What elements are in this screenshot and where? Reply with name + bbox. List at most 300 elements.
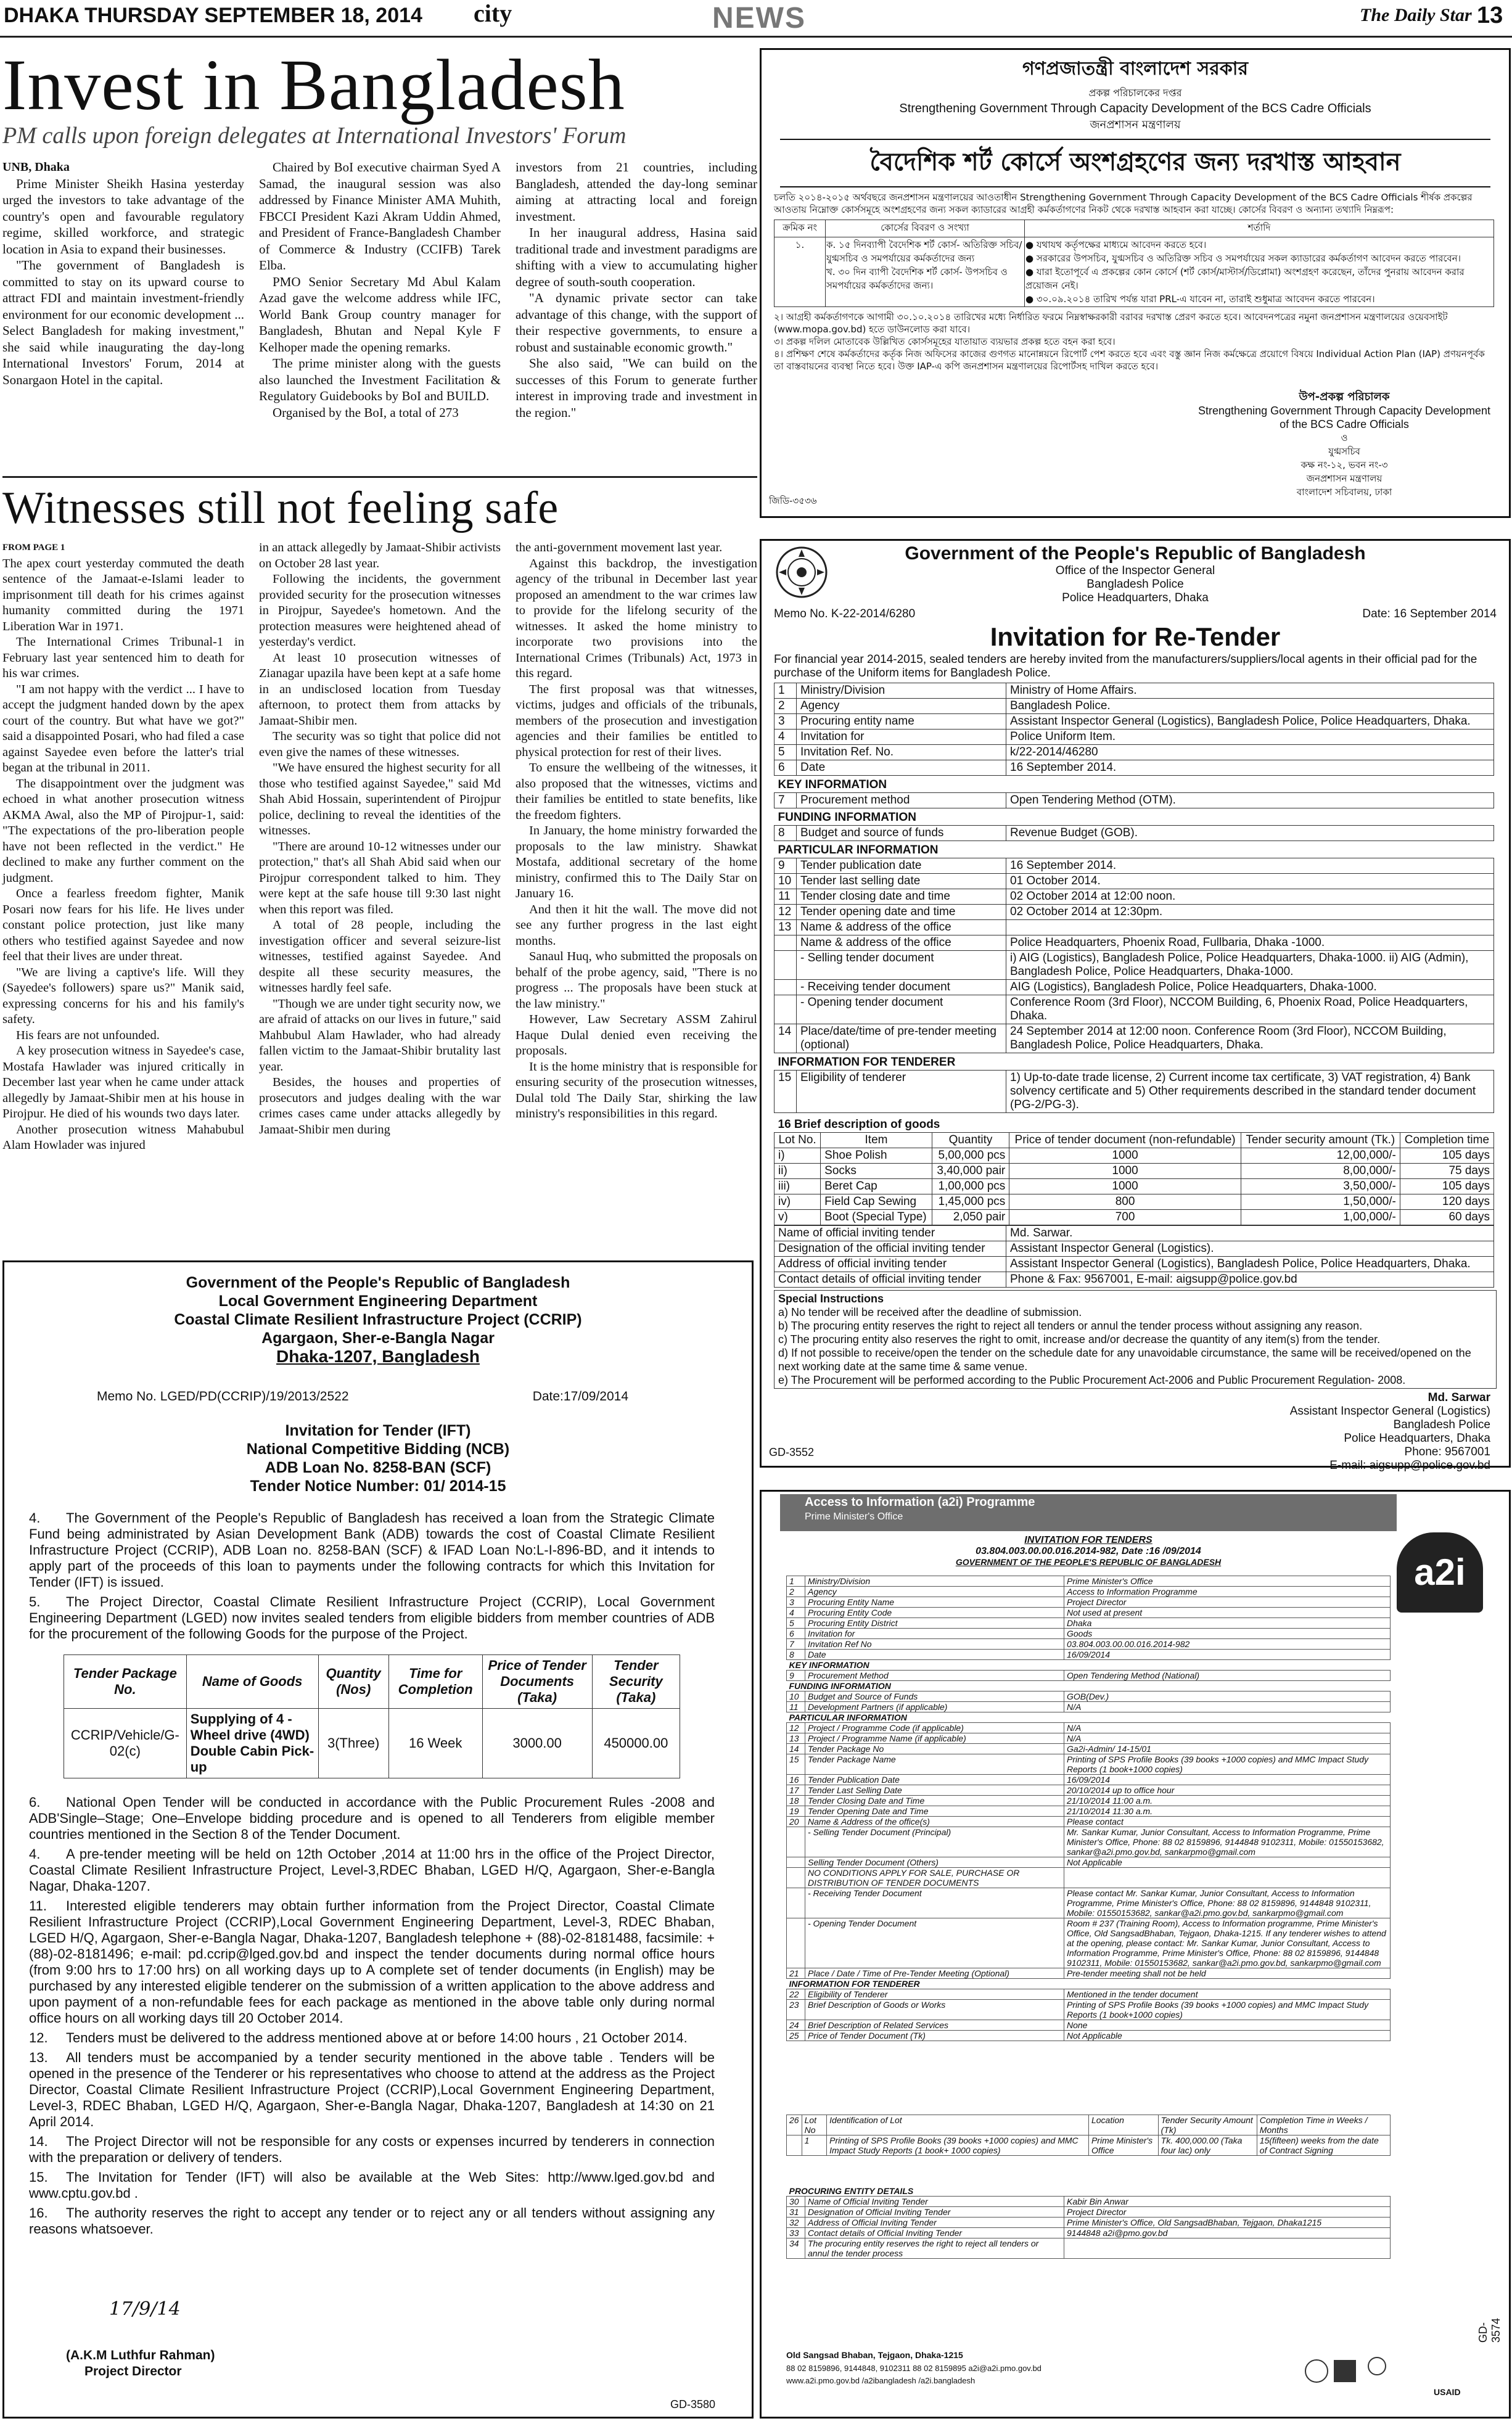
paragraph: In January, the home ministry forwarded the proposals to the law ministry. Shawkat Mostafa, additional secretary of the home ministry, confirmed this to The Daily Star on January 16. xyxy=(516,824,757,900)
table-cell: - Selling tender document xyxy=(797,951,1006,980)
ad-bcs-intro: চলতি ২০১৪-২০১৫ অর্থবছরে জনপ্রশাসন মন্ত্রণালয়ের আওতাধীন Strengthening Government Through Capacity Development of the BCS Cadre Officials শীর্ষক প্রকল্পের আওতায় নিম্নোক্ত কোর্সসমূহে অংশগ্রহণের জন্য সকল ক্যাডারের আগ্রহী কর্মকর্তাগণের নিকট থেকে দরখাস্ত আহবান করা যাচ্ছে। কোর্সের বিবরণ ও অন্যান্য তথ্যাদি নিম্নরূপ: xyxy=(774,192,1473,215)
table-cell: 14 xyxy=(774,1024,797,1053)
ad-bcs-title: গণপ্রজাতন্ত্রী বাংলাদেশ সরকার xyxy=(1022,58,1248,80)
table-cell: 30 xyxy=(787,2197,805,2207)
table-cell: - Selling Tender Document (Principal) xyxy=(805,1827,1064,1857)
table-header: ক্রমিক নং xyxy=(774,220,826,237)
table-row xyxy=(774,699,1494,714)
paragraph: The security was so tight that police did not even give the names of these witnesses. xyxy=(259,730,501,759)
table-cell: 450000.00 xyxy=(592,1709,680,1778)
table-cell: Budget and source of funds xyxy=(797,826,1006,841)
table-cell: Prime Minister's Office xyxy=(1088,2135,1158,2156)
paragraph: "I am not happy with the verdict ... I have to accept the judgment handed down by the apex court of the country. But what have we got?" said a disappointed Posari, who had filed a case against Sayedee even before the latter's trial began at the tribunal in 2011. xyxy=(2,682,244,775)
table-cell: CCRIP/Vehicle/G-02(c) xyxy=(64,1709,187,1778)
table-cell: Tender Opening Date and Time xyxy=(805,1806,1064,1817)
table-row xyxy=(787,1576,1391,1587)
table-cell: 5 xyxy=(787,1618,805,1629)
police-info-table xyxy=(774,683,1494,1113)
table-cell: Place/date/time of pre-tender meeting (optional) xyxy=(797,1024,1006,1053)
table-row xyxy=(774,995,1494,1024)
paragraph: "We are living a captive's life. Will they (Sayedee's followers) spare us?" Manik said, expressing concerns for his and his family's safety. xyxy=(2,965,244,1026)
table-cell: Supplying of 4 - Wheel drive (4WD) Double Cabin Pick-up xyxy=(186,1709,318,1778)
table-row xyxy=(774,951,1494,980)
table-row xyxy=(787,1587,1391,1597)
table-cell: Contact details of official inviting tender xyxy=(774,1272,1006,1288)
sign-line: Phone: 9567001 xyxy=(1404,1445,1490,1458)
table-cell: 16 xyxy=(787,1775,805,1785)
table-row xyxy=(787,2207,1391,2218)
paragraph: Sanaul Huq, who submitted the proposals on behalf of the probe agency, said, "There is no progress ... The proposals have been stuck at the law ministry." xyxy=(516,950,757,1011)
table-cell: - Receiving tender document xyxy=(797,980,1006,995)
memo-number: Memo No. LGED/PD(CCRIP)/19/2013/2522 xyxy=(97,1389,349,1404)
table-cell: খ. ৩০ দিন ব্যাপী বৈদেশিক শর্ট কোর্স- উপসচিব ও সমপর্যায়ের কর্মকর্তাদের জন্য। xyxy=(826,266,1008,291)
table-cell: iii) xyxy=(774,1179,821,1194)
table-cell: 31 xyxy=(787,2207,805,2218)
table-cell: Boot (Special Type) xyxy=(821,1210,932,1225)
table-cell: 20/10/2014 up to office hour xyxy=(1064,1785,1391,1796)
instruction: d) If not possible to receive/open the tender on the schedule date for any unavoidable circumstance, the same will be received/opened on the next working date at the same time & same venue. xyxy=(778,1347,1471,1373)
table-cell: ক. ১৫ দিনব্যাপী বৈদেশিক শর্ট কোর্স- অতিরিক্ত সচিব/যুগ্মসচিব ও সমপর্যায়ের কর্মকর্তাদের জন্য xyxy=(826,239,1022,264)
sign-line: ও xyxy=(1341,432,1348,443)
table-cell: Brief Description of Related Services xyxy=(805,2020,1064,2031)
ad-police-office xyxy=(762,564,1509,605)
sign-title: উপ-প্রকল্প পরিচালক xyxy=(1299,390,1390,403)
table-cell: 9 xyxy=(787,1671,805,1681)
table-cell: Procurement method xyxy=(797,793,1006,808)
table-cell: 15 xyxy=(774,1071,797,1113)
table-cell: Not Applicable xyxy=(1064,2031,1391,2041)
table-row xyxy=(774,920,1494,935)
table-cell: Tender opening date and time xyxy=(797,905,1006,920)
table-header: Quantity (Nos) xyxy=(318,1655,388,1709)
section-heading: INFORMATION FOR TENDERER xyxy=(778,1056,956,1069)
table-row xyxy=(787,1989,1391,2000)
table-header: Tender Security (Taka) xyxy=(592,1655,680,1709)
table-row xyxy=(787,1597,1391,1608)
table-cell: 20 xyxy=(787,1817,805,1827)
table-row xyxy=(787,1671,1391,1681)
table-cell: Access to Information Programme xyxy=(1064,1587,1391,1597)
table-row xyxy=(774,760,1494,776)
title-line: ADB Loan No. 8258-BAN (SCF) xyxy=(265,1459,491,1476)
title-line: Invitation for Tender (IFT) xyxy=(285,1422,471,1439)
table-cell xyxy=(787,2135,802,2156)
table-cell: 9144848 a2i@pmo.gov.bd xyxy=(1064,2228,1391,2238)
table-cell: 16/09/2014 xyxy=(1064,1775,1391,1785)
ad-bcs-heading: বৈদেশিক শর্ট কোর্সে অংশগ্রহণের জন্য দরখাস্ত আহবান xyxy=(780,139,1490,187)
table-cell: Phone & Fax: 9567001, E-mail: aigsupp@police.gov.bd xyxy=(1006,1272,1494,1288)
table-cell xyxy=(774,935,797,951)
table-cell: 4 xyxy=(774,730,797,745)
table-cell: Beret Cap xyxy=(821,1179,932,1194)
table-cell: 01 October 2014. xyxy=(1006,874,1494,889)
table-cell: Police Headquarters, Phoenix Road, Fullbaria, Dhaka -1000. xyxy=(1006,935,1494,951)
table-cell: 6 xyxy=(787,1629,805,1639)
table-row xyxy=(787,1918,1391,1968)
table-row xyxy=(774,1241,1494,1257)
section-heading: PROCURING ENTITY DETAILS xyxy=(789,2186,914,2196)
ad-bcs-notes xyxy=(774,311,1497,372)
section-row xyxy=(774,1053,1494,1071)
table-cell: 14 xyxy=(787,1744,805,1754)
table-cell: 12 xyxy=(774,905,797,920)
story2-col2 xyxy=(259,540,501,1138)
table-cell: 120 days xyxy=(1400,1194,1494,1210)
table-row xyxy=(774,1179,1494,1194)
table-cell: 21/10/2014 11:30 a.m. xyxy=(1064,1806,1391,1817)
ccrip-signatory xyxy=(66,2348,215,2380)
table-cell: 19 xyxy=(787,1806,805,1817)
table-cell: Revenue Budget (GOB). xyxy=(1006,826,1494,841)
story1-subhead: PM calls upon foreign delegates at International Investors' Forum xyxy=(2,123,627,149)
table-cell: Prime Minister's Office xyxy=(1064,1576,1391,1587)
table-cell: 3(Three) xyxy=(318,1709,388,1778)
table-cell: ii) xyxy=(774,1164,821,1179)
table-cell: Not Applicable xyxy=(1064,1857,1391,1868)
table-cell: 60 days xyxy=(1400,1210,1494,1225)
table-cell: 16 September 2014. xyxy=(1006,858,1494,874)
ad-ccrip-tender xyxy=(2,1260,754,2419)
table-header: Completion time xyxy=(1400,1133,1494,1148)
table-cell: iv) xyxy=(774,1194,821,1210)
table-cell: 105 days xyxy=(1400,1148,1494,1164)
table-cell: Socks xyxy=(821,1164,932,1179)
table-cell: Shoe Polish xyxy=(821,1148,932,1164)
instruction: c) The procuring entity also reserves the right to omit, increase and/or decrease the quantity of any item(s) from the tender. xyxy=(778,1333,1381,1346)
table-cell: Assistant Inspector General (Logistics), Bangladesh Police, Police Headquarters, Dhaka. xyxy=(1006,1257,1494,1272)
paragraph: To ensure the wellbeing of the witnesses, it also proposed that the witnesses, victims and their families be entitled to state benefits, like the freedom fighters. xyxy=(516,761,757,822)
ad-police-title: Invitation for Re-Tender xyxy=(990,622,1281,651)
table-header: কোর্সের বিবরণ ও সংখ্যা xyxy=(826,220,1025,237)
table-row xyxy=(787,1754,1391,1775)
paragraph: Against this backdrop, the investigation agency of the tribunal in December last year proposed an amendment to the war crimes law to provide for the lifelong security of the witnesses. It asked the home ministry to incorporate two provisions into the International Crimes (Tribunals) Act, 1973 in this regard. xyxy=(516,556,757,680)
table-cell: AIG (Logistics), Bangladesh Police, Police Headquarters, Dhaka-1000. xyxy=(1006,980,1494,995)
table-cell: ● যারা ইতোপূর্বে এ প্রকল্পের কোন কোর্সে (শর্ট কোর্স/মাস্টার্স/ডিপ্লোমা) অংশগ্রহণ করেছেন, তাঁদের পুনরায় আবেদন করার প্রয়োজন নেই। xyxy=(1025,266,1465,291)
table-row xyxy=(787,1639,1391,1650)
table-header: Lot No. xyxy=(774,1133,821,1148)
table-cell: Ga2i-Admin/ 14-15/01 xyxy=(1064,1744,1391,1754)
header-line: Local Government Engineering Department xyxy=(218,1293,538,1310)
table-cell: 21 xyxy=(787,1968,805,1979)
table-cell: ● যথাযথ কর্তৃপক্ষের মাধ্যমে আবেদন করতে হবে। xyxy=(1025,239,1207,250)
table-row xyxy=(787,1827,1391,1857)
table-row xyxy=(774,1210,1494,1225)
numbered-para: 11. Interested eligible tenderers may obtain further information from the Project Director, Coastal Climate Resilient Infrastructure Project (CCRIP),Local Government Engineering Department, Level-3, RDEC Bhaban, LGED H/Q, Agargaon, Sher-e-Bangla Nagar, Dhaka-1207, Bangladesh telephone + (88)-02-8181488, facsimile: + (88)-02-8181496; e-mail: pd.ccrip@lged.gov.bd and inspect the tender documents during normal office hours (from 9:00 hrs to 17:00 hrs) on all working days up to A complete set of tender documents (in English) may be purchased by any interested eligible tenderer on the submission of a written application to the above address and upon payment of a non-refundable fees for each package as mentioned in the above table only during normal office hours on all working days till 20 October 2014. xyxy=(29,1898,715,2026)
table-cell: 5 xyxy=(774,745,797,760)
a2i-footer-contact: 88 02 8159896, 9144848, 9102311 88 02 8159895 a2i@a2i.pmo.gov.bd xyxy=(786,2364,1042,2373)
memo-number: Memo No. K-22-2014/6280 xyxy=(774,607,916,620)
table-row xyxy=(774,745,1494,760)
ad-bcs-office: প্রকল্প পরিচালকের দপ্তর xyxy=(1088,87,1182,99)
table-cell: Development Partners (if applicable) xyxy=(805,1702,1064,1712)
header-line: Dhaka-1207, Bangladesh xyxy=(276,1347,480,1366)
table-cell: Field Cap Sewing xyxy=(821,1194,932,1210)
table-cell: Procuring entity name xyxy=(797,714,1006,730)
table-header: Tender security amount (Tk.) xyxy=(1241,1133,1400,1148)
table-cell: - Receiving Tender Document xyxy=(805,1888,1064,1918)
table-row xyxy=(787,2031,1391,2041)
table-cell: 1 xyxy=(787,1576,805,1587)
header-line: Agargaon, Sher-e-Bangla Nagar xyxy=(261,1330,495,1347)
sign-line: Police Headquarters, Dhaka xyxy=(1344,1432,1490,1445)
table-row xyxy=(774,714,1494,730)
office-line: Bangladesh Police xyxy=(1087,578,1184,591)
table-row xyxy=(787,2020,1391,2031)
a2i-banner-title: Access to Information (a2i) Programme xyxy=(805,1495,1035,1509)
table-cell xyxy=(1064,2238,1391,2259)
table-cell: 17 xyxy=(787,1785,805,1796)
table-row xyxy=(774,1226,1494,1241)
instruction: a) No tender will be received after the deadline of submission. xyxy=(778,1306,1082,1318)
paragraph: investors from 21 countries, including Bangladesh, attended the day-long seminar aiming at attracting local and foreign investment. xyxy=(516,160,757,224)
table-cell: i) xyxy=(774,1148,821,1164)
sign-line: বাংলাদেশ সচিবালয়, ঢাকা xyxy=(1296,487,1392,498)
table-cell: Selling Tender Document (Others) xyxy=(805,1857,1064,1868)
sign-line: যুগ্মসচিব xyxy=(1328,446,1360,457)
gov-line: GOVERNMENT OF THE PEOPLE'S REPUBLIC OF BANGLADESH xyxy=(955,1557,1222,1567)
table-row xyxy=(787,2197,1391,2207)
table-row xyxy=(774,1194,1494,1210)
section-name: city xyxy=(474,0,512,27)
table-cell: 13 xyxy=(774,920,797,935)
table-cell: 8 xyxy=(774,826,797,841)
numbered-para: 5. The Project Director, Coastal Climate Resilient Infrastructure Project (CCRIP), Local Government Engineering Department (LGED) now invites sealed tenders from eligible bidders from member countries of ADB for the procurement of the following Goods for the purpose of the Project. xyxy=(29,1594,715,1642)
story2-byline: FROM PAGE 1 xyxy=(2,543,65,553)
section-row xyxy=(774,808,1494,826)
section-row xyxy=(787,1660,1391,1671)
table-cell: Brief Description of Goods or Works xyxy=(805,2000,1064,2020)
ad-bcs-courses xyxy=(760,48,1511,518)
table-cell: 1 xyxy=(802,2135,827,2156)
sign-line: Assistant Inspector General (Logistics) xyxy=(1289,1405,1490,1418)
table-cell: Please contact xyxy=(1064,1817,1391,1827)
ad-gd-number: GD-3580 xyxy=(670,2398,716,2411)
paragraph: "There are around 10-12 witnesses under our protection," that's all Shah Abid said when our Pirojpur correspondent talked to him. They were kept at the safe house till 9:30 last night when this report was filed. xyxy=(259,839,501,916)
table-row xyxy=(787,1733,1391,1744)
table-cell xyxy=(1064,1868,1391,1888)
table-row xyxy=(787,1785,1391,1796)
table-cell: Name of Official Inviting Tender xyxy=(805,2197,1064,2207)
table-cell: Tender Last Selling Date xyxy=(805,1785,1064,1796)
special-head: Special Instructions xyxy=(778,1293,884,1305)
numbered-para: 4. The Government of the People's Republic of Bangladesh has received a loan from the Strategic Climate Fund being administrated by Asian Development Bank (ADB) towards the cost of Coastal Climate Resilient Infrastructure Project (CCRIP), ADB Loan no. 8258-BAN (SCF) & IFAD Loan No:L-I-896-BD, and it intends to apply part of the proceeds of this loan to payments under the following contracts for which this Invitation for Tender (IFT) is issued. xyxy=(29,1510,715,1590)
paragraph: At least 10 prosecution witnesses of Zianagar upazila have been kept at a safe home in an undisclosed location from Tuesday afternoon, to protect them from attacks by Jamaat-Shibir men. xyxy=(259,651,501,728)
table-cell: Kabir Bin Anwar xyxy=(1064,2197,1391,2207)
sign-line: E-mail: aigsupp@police.gov.bd xyxy=(1329,1459,1490,1472)
table-cell: Assistant Inspector General (Logistics). xyxy=(1006,1241,1494,1257)
table-cell: 18 xyxy=(787,1796,805,1806)
header-line: Coastal Climate Resilient Infrastructure Project (CCRIP) xyxy=(174,1311,582,1328)
paragraph: The disappointment over the judgment was echoed in what another prosecution witness AKMA Awal, also the MP of Pirojpur-1, said: "The expectations of the pro-liberation people have not been reflected in the verdict." He declined to make any further comment on the judgment. xyxy=(2,776,244,885)
table-cell: 3,50,000/- xyxy=(1241,1179,1400,1194)
story1-byline: UNB, Dhaka xyxy=(2,160,70,174)
ad-gd-number: GD-3552 xyxy=(769,1446,815,1458)
table-row xyxy=(774,793,1494,808)
paragraph: PMO Senior Secretary Md Abul Kalam Azad gave the welcome address while IFC, World Bank Group country manager for Bangladesh, Bhutan and Nepal Kyle F Kelhoper made the opening remarks. xyxy=(259,274,501,355)
table-cell: Ministry/Division xyxy=(805,1576,1064,1587)
table-row xyxy=(787,1691,1391,1702)
paragraph: "We have ensured the highest security for all those who testified against Sayedee," said Md Shah Abid Hossain, superintendent of Pirojpur police, declining to reveal the identities of the witnesses. xyxy=(259,761,501,837)
table-cell: Open Tendering Method (OTM). xyxy=(1006,793,1494,808)
numbered-para: 6. National Open Tender will be conducted in accordance with the Public Procurement Rules -2008 and ADB'Single–Stage; One–Envelope bidding procedure and is opened to all Tenderers from eligible member countries mentioned in the Section 8 of the Tender Document. xyxy=(29,1794,715,1842)
goods-label: 16 Brief description of goods xyxy=(778,1118,940,1131)
table-header: Completion Time in Weeks / Months xyxy=(1257,2115,1390,2135)
table-cell: 1000 xyxy=(1009,1179,1241,1194)
newspaper-logo: The Daily Star xyxy=(1360,5,1472,25)
table-header: Price of Tender Documents (Taka) xyxy=(482,1655,592,1709)
table-cell: 25 xyxy=(787,2031,805,2041)
story1-col2 xyxy=(259,159,501,421)
table-cell: 03.804.003.00.00.016.2014-982 xyxy=(1064,1639,1391,1650)
table-row xyxy=(774,826,1494,841)
table-cell: - Opening Tender Document xyxy=(805,1918,1064,1968)
table-cell: 10 xyxy=(787,1691,805,1702)
paragraph: However, Law Secretary ASSM Zahirul Haque Dulal denied even receiving the proposals. xyxy=(516,1013,757,1058)
ref-line: 03.804.003.00.00.016.2014-982, Date :16 /09/2014 xyxy=(976,1546,1201,1556)
ad-bcs-table xyxy=(774,220,1494,307)
table-cell xyxy=(774,951,797,980)
story2-col3 xyxy=(516,540,757,1122)
table-cell: 10 xyxy=(774,874,797,889)
table-header: Location xyxy=(1088,2115,1158,2135)
police-official-table xyxy=(774,1225,1494,1288)
table-row xyxy=(787,1796,1391,1806)
numbered-para: 4. A pre-tender meeting will be held on 12th October ,2014 at 11:00 hrs in the office of the Project Director, Coastal Climate Resilient Infrastructure Project, Level-3,RDEC Bhaban, LGED H/Q, Agargaon, Sher-e-Bangla Nagar, Dhaka-1207. xyxy=(29,1846,715,1894)
table-cell: Mentioned in the tender document xyxy=(1064,1989,1391,2000)
table-row xyxy=(787,1888,1391,1918)
table-row xyxy=(787,2000,1391,2020)
section-row xyxy=(787,2186,1391,2197)
table-cell: Name & address of the office xyxy=(797,935,1006,951)
section-heading: FUNDING INFORMATION xyxy=(789,1681,891,1691)
table-cell: Procuring Entity Code xyxy=(805,1608,1064,1618)
table-cell: 7 xyxy=(774,793,797,808)
table-cell: 15(fifteen) weeks from the date of Contract Signing xyxy=(1257,2135,1390,2156)
table-cell: Agency xyxy=(797,699,1006,714)
table-cell: Tender Publication Date xyxy=(805,1775,1064,1785)
table-cell: 75 days xyxy=(1400,1164,1494,1179)
table-cell: Tender Package Name xyxy=(805,1754,1064,1775)
ccrip-header xyxy=(4,1273,752,1366)
ccrip-title xyxy=(4,1421,752,1495)
ad-gd-number: GD-3574 xyxy=(1477,2317,1502,2343)
table-cell: 2 xyxy=(774,699,797,714)
note: ২। আগ্রহী কর্মকর্তাগণকে আগামী ৩০.১০.২০১৪ তারিখের মধ্যে নির্ধারিত ফরমে নিম্নস্বাক্ষরকারী বরাবর দরখাস্ত প্রেরণ করতে হবে। আবেদনপত্রের নমুনা জনপ্রশাসন মন্ত্রণালয়ের ওয়েবসাইট (www.mopa.gov.bd) হতে ডাউনলোড করা যাবে। xyxy=(774,311,1448,335)
table-cell: Please contact Mr. Sankar Kumar, Junior Consultant, Access to Information Programme, Prime Minister's Office, Phone: 88 02 8159896, 9144848 9102311, Mobile: 01550153682, sankar@a2i.pmo.gov.bd, sankarpmo@gmail.com xyxy=(1064,1888,1391,1918)
table-row xyxy=(787,1857,1391,1868)
numbered-para: 13. All tenders must be accompanied by a tender security mentioned in the above table . Tenders will be opened in the presence of the Tenderer or his representatives who choose to attend at the address as the Project Director, Coastal Climate Resilient Infrastructure Project (CCRIP),Local Government Engineering Department, Level-3, RDEC Bhaban, LGED H/Q, Agargaon, Sher-e-Bangla Nagar, Dhaka-1207, Bangladesh at 14:30 on 21 April 2014. xyxy=(29,2050,715,2129)
table-row xyxy=(787,2218,1391,2228)
paragraph: Following the incidents, the government provided security for the prosecution witnesses in Pirojpur, Sayedee's hometown. And the protection measures were heightened ahead of yesterday's verdict. xyxy=(259,572,501,649)
ccrip-paras-b xyxy=(29,1794,715,2237)
table-cell: Printing of SPS Profile Books (39 books +1000 copies) and MMC Impact Study Reports (1 book+1000 copies) xyxy=(1064,1754,1391,1775)
table-row xyxy=(787,1868,1391,1888)
ad-police-retender xyxy=(760,539,1511,1472)
table-cell: 4 xyxy=(787,1608,805,1618)
table-cell: 1000 xyxy=(1009,1164,1241,1179)
police-emblem-icon xyxy=(774,545,829,600)
table-header: Quantity xyxy=(932,1133,1009,1148)
table-cell: Printing of SPS Profile Books (39 books +1000 copies) and MMC Impact Study Reports (1 book+1000 copies) xyxy=(1064,2000,1391,2020)
section-heading: PARTICULAR INFORMATION xyxy=(778,844,939,857)
table-row xyxy=(787,1968,1391,1979)
table-cell: N/A xyxy=(1064,1733,1391,1744)
table-cell: 16 Week xyxy=(388,1709,482,1778)
office-line: Office of the Inspector General xyxy=(1055,564,1215,577)
paragraph: Besides, the houses and properties of prosecutors and judges dealing with the war crimes cases came under attacks allegedly by Jamaat-Shibir men during xyxy=(259,1075,501,1137)
table-cell: Not used at present xyxy=(1064,1608,1391,1618)
sign-title: Project Director xyxy=(84,2364,182,2378)
ccrip-paras-a xyxy=(29,1510,715,1642)
numbered-para: 14. The Project Director will not be responsible for any costs or expenses incurred by tenderers in connection with the preparation or delivery of tenders. xyxy=(29,2134,715,2165)
table-cell: Date xyxy=(805,1650,1064,1660)
table-header: Price of tender document (non-refundable) xyxy=(1009,1133,1241,1148)
note: ৪। প্রশিক্ষণ শেষে কর্মকর্তাদের কর্তৃক নিজ অফিসের কাজের গুণগত মানোন্নয়নে রিপোর্ট পেশ করতে হবে এবং বস্তু জ্ঞান নিজ কর্মক্ষেত্রে প্রয়োগে বিষয়ে Individual Action Plan (IAP) প্রণয়নপূর্বক তা বাস্তবায়নের ব্যবস্থা নিতে হবে। উক্ত IAP-এ কপি জনপ্রশাসন মন্ত্রণালয়ের রিপোর্টসহ দাখিল করতে হবে। xyxy=(774,348,1485,372)
sign-name: (A.K.M Luthfur Rahman) xyxy=(66,2348,215,2362)
story1-col1 xyxy=(2,159,244,388)
table-cell: N/A xyxy=(1064,1723,1391,1733)
table-row xyxy=(787,1629,1391,1639)
a2i-info-table xyxy=(786,1576,1391,2041)
numbered-para: 12. Tenders must be delivered to the address mentioned above at or before 14:00 hours , 21 October 2014. xyxy=(29,2030,688,2045)
table-cell: Room # 237 (Training Room), Access to Information programme, Prime Minister's Office, Old SangsadBhaban, Tejgaon, Dhaka-1215. If any tenderer wishes to attend at the opening, please contact: Mr. Sankar Kumar, Junior Consultant, Access to Information Programme, Prime Minister's Office, Phone: 88 02 8159896, 9144848 9102311, Mobile: 01550153682, sankar@a2i.pmo.gov.bd, sankarpmo@gmail.com xyxy=(1064,1918,1391,1968)
handwritten-signature: 17/9/14 xyxy=(109,2298,181,2320)
ad-gd-number: জিডি-৩৫৩৬ xyxy=(769,495,817,506)
table-cell: 1 xyxy=(774,683,797,699)
memo-date: Date: 16 September 2014 xyxy=(1362,607,1497,620)
table-cell: Project / Programme Name (if applicable) xyxy=(805,1733,1064,1744)
table-row xyxy=(774,1071,1494,1113)
table-cell: 2 xyxy=(787,1587,805,1597)
page-number: 13 xyxy=(1477,2,1503,28)
table-cell: 34 xyxy=(787,2238,805,2259)
ad-police-intro: For financial year 2014-2015, sealed tenders are hereby invited from the manufacturers/suppliers/local agents in their official pad for the purchase of the Uniform items for Bangladesh Police. xyxy=(774,653,1477,680)
a2i-title xyxy=(786,1535,1391,1567)
paragraph: In her inaugural address, Hasina said traditional trade and investment paradigms are shifting with a view to accumulating higher degree of south-south cooperation. xyxy=(516,225,757,289)
table-cell: 800 xyxy=(1009,1194,1241,1210)
memo-date: Date:17/09/2014 xyxy=(532,1389,628,1404)
usaid-logo: USAID xyxy=(1434,2387,1461,2397)
table-cell: 1,00,000 pcs xyxy=(932,1179,1009,1194)
table-cell: ● সরকারের উপসচিব, যুগ্মসচিব ও অতিরিক্ত সচিব ও সমপর্যায়ের সকল ক্যাডারের কর্মকর্তাগণ আবেদন করতে পারবেন। xyxy=(1025,253,1461,264)
paragraph: The apex court yesterday commuted the death sentence of the Jamaat-e-Islami leader to imprisonment till death for his crimes against humanity committed during the 1971 Liberation War in 1971. xyxy=(2,556,244,633)
table-cell: 1,50,000/- xyxy=(1241,1194,1400,1210)
table-cell: 21/10/2014 11:00 a.m. xyxy=(1064,1796,1391,1806)
table-cell: 6 xyxy=(774,760,797,776)
table-cell: 16 September 2014. xyxy=(1006,760,1494,776)
table-header: Time for Completion xyxy=(388,1655,482,1709)
table-header: Identification of Lot xyxy=(827,2115,1089,2135)
ad-a2i-tender xyxy=(760,1490,1511,2419)
table-cell xyxy=(774,980,797,995)
a2i-entity-table xyxy=(786,2186,1391,2259)
table-row xyxy=(787,2228,1391,2238)
table-row xyxy=(774,980,1494,995)
table-cell: 02 October 2014 at 12:30pm. xyxy=(1006,905,1494,920)
table-cell: Procurement Method xyxy=(805,1671,1064,1681)
table-cell: 8 xyxy=(787,1650,805,1660)
table-row xyxy=(774,1024,1494,1053)
paragraph: The first proposal was that witnesses, victims, judges and officials of the tribunals, members of the prosecution and investigation agencies and their families be entitled to physical protection for rest of their lives. xyxy=(516,682,757,759)
table-row xyxy=(774,730,1494,745)
instruction: b) The procuring entity reserves the right to reject all tenders or annul the tender process without assigning any reason. xyxy=(778,1320,1363,1332)
a2i-lot-table xyxy=(786,2115,1391,2156)
paragraph: Another prosecution witness Mahabubul Alam Howlader was injured xyxy=(2,1122,244,1152)
paragraph: A key prosecution witness in Sayedee's case, Mostafa Hawlader was injured critically in December last year when he came under attack allegedly by Jamaat-Shibir men at his house in Pirojpur. He died of his wounds two days later. xyxy=(2,1044,244,1120)
table-cell: Invitation for xyxy=(797,730,1006,745)
table-cell: Ministry of Home Affairs. xyxy=(1006,683,1494,699)
table-cell: 24 xyxy=(787,2020,805,2031)
